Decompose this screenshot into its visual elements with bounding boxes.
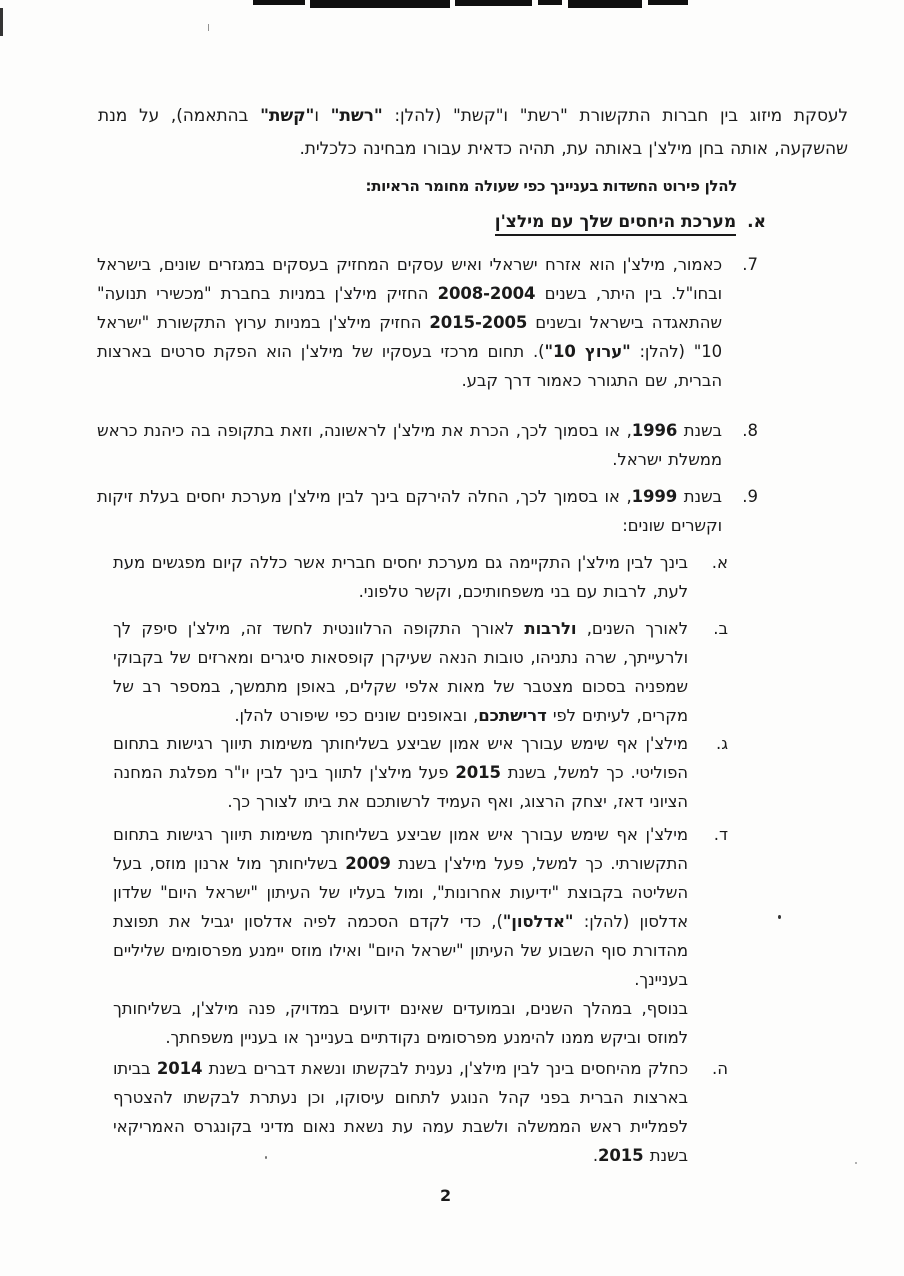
sub-item-letter: ב. xyxy=(713,619,728,638)
sub-item-letter: ה. xyxy=(711,1059,728,1078)
item-text: כאמור, מילצ'ן הוא אזרח ישראלי ואיש עסקים המחזיק בעסקים במגזרים שונים, בישראל ובחו"ל. בין היתר, בשנים 2008-2004 החזיק מילצ'ן במניות בחברת "מכשירי תנועה" שהתאגדה בישראל ובשנים 2015-2005 החזיק מילצ'ן במניות ערוץ התקשורת "ישראל 10" (להלן: "ערוץ 10"). תחום מרכזי בעסקיו של מילצ'ן הוא הפקת סרטים בארצות הברית, שם התגורר כאמור דרך קבע. xyxy=(97,255,722,390)
sub-item-he xyxy=(113,1054,728,1170)
sub-item-text: בינך לבין מילצ'ן התקיימה גם מערכת יחסים חברית אשר כללה קיום מפגשים מעת לעת, לרבות עם בני משפחותיכם, וקשר טלפוני. xyxy=(113,553,688,601)
sub-item-letter: ד. xyxy=(713,825,728,844)
section-heading-title: מערכת היחסים שלך עם מילצ'ן xyxy=(495,212,736,236)
scan-speck-3 xyxy=(855,1162,857,1164)
sub-item-letter: ג. xyxy=(715,734,728,753)
sub-item-text: לאורך השנים, ולרבות לאורך התקופה הרלוונטית לחשד זה, מילצ'ן סיפק לך ולרעייתך, שרה נתניהו, טובות הנאה שעיקרן קופסאות סיגרים ומארזים של בקבוקי שמפניה בסכום מצטבר של מאות אלפי שקלים, באופן מתמשך, במספר רב של מקרים, לעיתים לפי דרישתכם, ובאופנים שונים כפי שיפורט להלן. xyxy=(113,619,688,725)
item-text: בשנת 1996, או בסמוך לכך, הכרת את מילצ'ן לראשונה, וזאת בתקופה בה כיהנת כראש ממשלת ישראל. xyxy=(97,421,722,469)
scan-artifact-top-3 xyxy=(455,0,532,6)
sub-item-letter: א. xyxy=(711,553,728,572)
sub-item-text: מילצ'ן אף שימש עבורך איש אמון שביצע בשליחותך משימות תיווך רגישות בתחום הפוליטי. כך למשל, בשנת 2015 פעל מילצ'ן לתווך בינך לבין יו"ר מפלגת המחנה הציוני דאז, יצחק הרצוג, ואף העמיד לרשותכם את ביתו לצורך כך. xyxy=(113,734,688,811)
scan-artifact-left-edge xyxy=(0,8,3,36)
item-number: 9. xyxy=(742,487,758,506)
scan-speck-1 xyxy=(778,915,781,919)
sub-item-alef xyxy=(113,548,728,606)
section-heading xyxy=(495,212,766,232)
numbered-item-7 xyxy=(97,250,758,395)
suspicions-notice-line: להלן פירוט החשדות בעניינך כפי שעולה מחומר הראיות: xyxy=(365,177,737,195)
sub-item-bet xyxy=(113,614,728,730)
continuation-paragraph: בנוסף, במהלך השנים, ובמועדים שאינם ידועים במדויק, פנה מילצ'ן, בשליחותך למוזס וביקש ממנו להימנע מפרסומים נקודתיים בעניינך או בעניין משפחתך. xyxy=(113,999,688,1047)
scan-artifact-tick xyxy=(208,24,209,31)
sub-item-gimel xyxy=(113,729,728,816)
scan-artifact-top-6 xyxy=(648,0,688,5)
numbered-item-8 xyxy=(97,416,758,474)
item-number: 8. xyxy=(742,421,758,440)
sub-item-text: כחלק מהיחסים בינך לבין מילצ'ן, נענית לבקשתו ונשאת דברים בשנת 2014 בביתו בארצות הברית בפני קהל הנוגע לתחום עיסוקו, וכן נעתרת לבקשתו להצטרף לפמליית ראש הממשלה ולשבת עמה עת נשאת נאום מדיני בקונגרס האמריקאי בשנת 2015. xyxy=(113,1059,688,1165)
intro-paragraph: לעסקת מיזוג בין חברות התקשורת "רשת" ו"קשת" (להלן: "רשת" ו"קשת" בהתאמה), על מנת שהשקעה, אותה בחן מילצ'ן באותה עת, תהיה כדאית עבורו מבחינה כלכלית. xyxy=(98,106,848,159)
sub-item-text: מילצ'ן אף שימש עבורך איש אמון שביצע בשליחותך משימות תיווך רגישות בתחום התקשורתי. כך למשל, פעל מילצ'ן בשנת 2009 בשליחותך מול ארנון מוזס, בעל השליטה בקבוצת "ידיעות אחרונות", ומול בעליו של העיתון "ישראל היום" שלדון אדלסון (להלן: "אדלסון"), כדי לקדם הסכמה לפיה אדלסון יגביל את תפוצת מהדורת סוף השבוע של העיתון "ישראל היום" ואילו מוזס יימנע מפרסומים שליליים בעניינך. xyxy=(113,825,688,989)
section-heading-letter: א. xyxy=(747,212,766,232)
numbered-item-9 xyxy=(97,482,758,540)
item-number: 7. xyxy=(742,255,758,274)
scan-artifact-top-1 xyxy=(253,0,305,5)
scan-artifact-top-5 xyxy=(568,0,642,8)
item-text: בשנת 1999, או בסמוך לכך, החלה להירקם בינך לבין מילצ'ן מערכת יחסים בעלת זיקות וקשרים שונים: xyxy=(97,487,722,535)
page-number: 2 xyxy=(440,1186,452,1205)
scan-artifact-top-2 xyxy=(310,0,450,8)
scan-artifact-top-4 xyxy=(538,0,562,5)
sub-item-dalet xyxy=(113,820,728,994)
